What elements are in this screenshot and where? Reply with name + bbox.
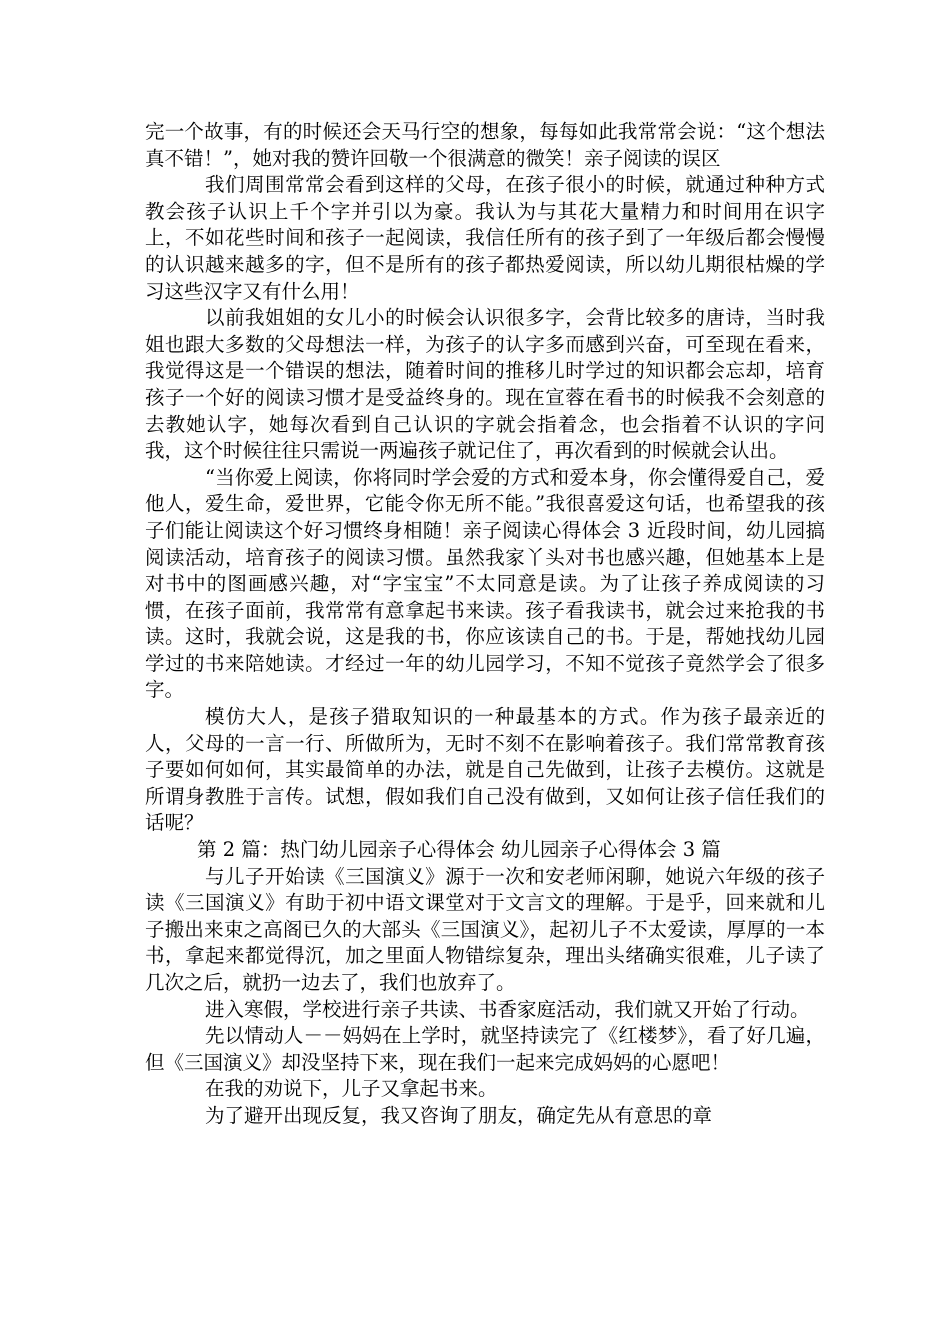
paragraph-6: 与儿子开始读《三国演义》源于一次和安老师闲聊，她说六年级的孩子读《三国演义》有助于初中语文课堂对于文言文的理解。于是乎，回来就和儿子搬出来束之高阁已久的大部头《三国演义》，起初儿子不太爱读，厚厚的一本书，拿起来都觉得沉，加之里面人物错综复杂，理出头绪确实很难，儿子读了几次之后，就扔一边去了，我们也放弃了。 [145, 864, 825, 994]
paragraph-1: 完一个故事，有的时候还会天马行空的想象，每每如此我常常会说：“这个想法真不错！”，她对我的赞许回敬一个很满意的微笑！亲子阅读的误区 [145, 120, 825, 170]
paragraph-5: 模仿大人，是孩子猎取知识的一种最基本的方式。作为孩子最亲近的人，父母的一言一行、所做所为，无时不刻不在影响着孩子。我们常常教育孩子要如何如何，其实最简单的办法，就是自己先做到，让孩子去模仿。这就是所谓身教胜于言传。试想，假如我们自己没有做到，又如何让孩子信任我们的话呢？ [145, 705, 825, 835]
paragraph-2: 我们周围常常会看到这样的父母，在孩子很小的时候，就通过种种方式教会孩子认识上千个字并引以为豪。我认为与其花大量精力和时间用在识字上，不如花些时间和孩子一起阅读，我信任所有的孩子到了一年级后都会慢慢的认识越来越多的字，但不是所有的孩子都热爱阅读，所以幼儿期很枯燥的学习这些汉字又有什么用！ [145, 173, 825, 303]
paragraph-10: 为了避开出现反复，我又咨询了朋友，确定先从有意思的章 [205, 1103, 713, 1127]
paragraph-8: 先以情动人－－妈妈在上学时，就坚持读完了《红楼梦》，看了好几遍，但《三国演义》却没坚持下来，现在我们一起来完成妈妈的心愿吧！ [145, 1024, 825, 1074]
paragraph-3: 以前我姐姐的女儿小的时候会认识很多字，会背比较多的唐诗，当时我姐也跟大多数的父母想法一样，为孩子的认字多而感到兴奋，可至现在看来，我觉得这是一个错误的想法，随着时间的推移儿时学过的知识都会忘却，培育孩子一个好的阅读习惯才是受益终身的。现在宣蓉在看书的时候我不会刻意的去教她认字，她每次看到自己认识的字就会指着念，也会指着不认识的字问我，这个时候往往只需说一两遍孩子就记住了，再次看到的时候就会认出。 [145, 306, 825, 463]
document-page [145, 119, 825, 1130]
paragraph-4: “当你爱上阅读，你将同时学会爱的方式和爱本身，你会懂得爱自己，爱他人，爱生命，爱世界，它能令你无所不能。”我很喜爱这句话，也希望我的孩子们能让阅读这个好习惯终身相随！亲子阅读心得体会 3 近段时间，幼儿园搞阅读活动，培育孩子的阅读习惯。虽然我家丫头对书也感兴趣，但她基本上是对书中的图画感兴趣，对“字宝宝”不太同意是读。为了让孩子养成阅读的习惯，在孩子面前，我常常有意拿起书来读。孩子看我读书，就会过来抢我的书读。这时，我就会说，这是我的书，你应该读自己的书。于是，帮她找幼儿园学过的书来陪她读。才经过一年的幼儿园学习，不知不觉孩子竟然学会了很多字。 [145, 465, 825, 702]
paragraph-9: 在我的劝说下，儿子又拿起书来。 [205, 1077, 498, 1101]
section-heading: 第 2 篇：热门幼儿园亲子心得体会 幼儿园亲子心得体会 3 篇 [197, 838, 721, 862]
paragraph-7: 进入寒假，学校进行亲子共读、书香家庭活动，我们就又开始了行动。 [205, 997, 810, 1021]
